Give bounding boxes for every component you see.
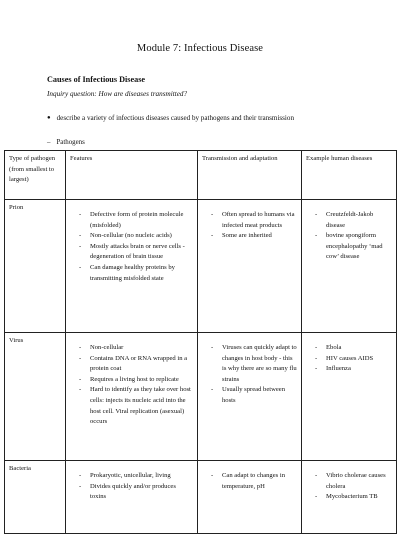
- list-item: - Divides quickly and/or produces toxins: [70, 482, 193, 503]
- bullet-dot-icon: ●: [47, 115, 51, 121]
- header-type: Type of pathogen (from smallest to largest): [5, 151, 66, 200]
- cell-transmission: [198, 200, 302, 333]
- list-item: - Can damage healthy proteins by transmitting misfolded state: [70, 263, 193, 284]
- objective-text: describe a variety of infectious diseases caused by pathogens and their transmission: [56, 114, 294, 122]
- list-item: - Vibrio cholerae causes cholera: [306, 471, 392, 492]
- table-row-prion: [5, 200, 397, 333]
- objective-bullet: [47, 114, 294, 122]
- list-item: - Mycobacterium TB: [306, 492, 392, 503]
- page-title: Module 7: Infectious Disease: [136, 43, 264, 54]
- cell-type: Prion: [5, 200, 66, 333]
- list-item: - Hard to identify as they take over host cells: injects its nucleic acid into the host cell. Viral replication (asexual) occurs: [70, 385, 193, 427]
- cell-transmission: [198, 333, 302, 461]
- list-item: - Often spread to humans via infected meat products: [202, 210, 297, 231]
- list-item: - Requires a living host to replicate: [70, 375, 193, 386]
- list-item: - Non-cellular (no nucleic acids): [70, 231, 193, 242]
- table-row-bacteria: [5, 461, 397, 534]
- header-examples: Example human diseases: [302, 151, 397, 200]
- pathogen-table: [4, 150, 397, 534]
- list-item: - Non-cellular: [70, 343, 193, 354]
- list-item: - bovine spongiform encephalopathy ‘mad cow’ disease: [306, 231, 392, 263]
- list-item: - Prokaryotic, unicellular, living: [70, 471, 193, 482]
- list-item: - Can adapt to changes in temperature, pH: [202, 471, 297, 492]
- cell-examples: [302, 200, 397, 333]
- cell-transmission: [198, 461, 302, 534]
- list-item: - Some are inherited: [202, 231, 297, 242]
- header-transmission: Transmission and adaptation: [198, 151, 302, 200]
- inquiry-question: Inquiry question: How are diseases transmitted?: [47, 90, 188, 98]
- sub-bullet-marker: –: [47, 139, 51, 146]
- cell-examples: [302, 333, 397, 461]
- cell-features: [66, 333, 198, 461]
- section-heading: Causes of Infectious Disease: [47, 75, 146, 84]
- list-item: - Usually spread between hosts: [202, 385, 297, 406]
- cell-features: [66, 461, 198, 534]
- header-features: Features: [66, 151, 198, 200]
- list-item: - Contains DNA or RNA wrapped in a protein coat: [70, 354, 193, 375]
- list-item: - Mostly attacks brain or nerve cells - degeneration of brain tissue: [70, 242, 193, 263]
- sub-bullet: [47, 139, 85, 146]
- cell-type: Virus: [5, 333, 66, 461]
- cell-type: Bacteria: [5, 461, 66, 534]
- list-item: - HIV causes AIDS: [306, 354, 392, 365]
- cell-examples: [302, 461, 397, 534]
- sub-bullet-text: Pathogens: [56, 139, 85, 146]
- list-item: - Ebola: [306, 343, 392, 354]
- list-item: - Creutzfeldt-Jakob disease: [306, 210, 392, 231]
- table-row-virus: [5, 333, 397, 461]
- list-item: - Influenza: [306, 364, 392, 375]
- list-item: - Defective form of protein molecule (misfolded): [70, 210, 193, 231]
- cell-features: [66, 200, 198, 333]
- list-item: - Viruses can quickly adapt to changes in host body - this is why there are so many flu strains: [202, 343, 297, 385]
- table-header-row: [5, 151, 397, 200]
